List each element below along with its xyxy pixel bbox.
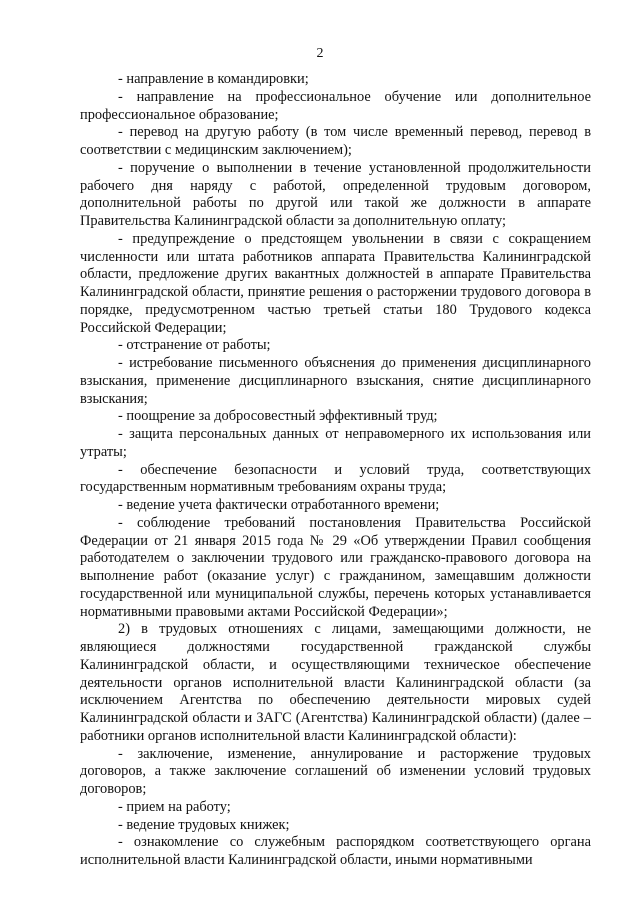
paragraph-transfer: - перевод на другую работу (в том числе временный перевод, перевод в соответствии с медицинским заключением); — [80, 124, 591, 158]
paragraph-professional-training: - направление на профессиональное обучение или дополнительное профессиональное образование; — [80, 88, 591, 123]
paragraph-additional-work: - поручение о выполнении в течение установленной продолжительности рабочего дня наряду с работой, определенной трудовым договором, дополнительной работы по другой или такой же должности в аппарате Правительства Калининградской области за дополнительную оплату; — [80, 159, 591, 229]
document-body — [80, 71, 591, 870]
paragraph-encouragement: - поощрение за добросовестный эффективный труд; — [118, 408, 438, 425]
paragraph-business-trips: - направление в командировки; — [118, 71, 309, 87]
paragraph-time-tracking: - ведение учета фактически отработанного времени; — [118, 497, 440, 513]
paragraph-section-2: 2) в трудовых отношениях с лицами, замещающими должности, не являющиеся должностями государственной гражданской службы Калининградской области, и осуществляющими техническое обеспечение деятельности органов исполнительной власти Калининградской области (за исключением Агентства по обеспечению деятельности мировых судей Калининградской области и ЗАГС (Агентства) Калининградской области) (далее – работники органов исполнительной власти Калининградской области): — [80, 621, 591, 744]
paragraph-personal-data: - защита персональных данных от неправомерного их использования или утраты; — [80, 426, 591, 460]
paragraph-hiring: - прием на работу; — [118, 798, 231, 815]
paragraph-contracts: - заключение, изменение, аннулирование и расторжение трудовых договоров, а также заключение соглашений об изменении условий трудовых договоров; — [80, 745, 591, 797]
paragraph-disciplinary: - истребование письменного объяснения до применения дисциплинарного взыскания, применение дисциплинарного взыскания, снятие дисциплинарного взыскания; — [80, 355, 591, 407]
paragraph-familiarization: - ознакомление со служебным распорядком соответствующего органа исполнительной власти Калининградской области, иными нормативными — [80, 834, 591, 868]
paragraph-labor-safety: - обеспечение безопасности и условий труда, соответствующих государственным нормативным требованиям охраны труда; — [80, 461, 591, 496]
paragraph-dismissal-warning: - предупреждение о предстоящем увольнении в связи с сокращением численности или штата работников аппарата Правительства Калининградской области, предложение других вакантных должностей в аппарате Правительства Калининградской области, принятие решения о расторжении трудового договора в порядке, предусмотренном частью третьей статьи 180 Трудового кодекса Российской Федерации; — [80, 230, 591, 336]
paragraph-work-books: - ведение трудовых книжек; — [118, 816, 290, 833]
page-number: 2 — [316, 46, 324, 61]
paragraph-suspension: - отстранение от работы; — [118, 337, 271, 354]
paragraph-government-decree: - соблюдение требований постановления Правительства Российской Федерации от 21 января 2015 года № 29 «Об утверждении Правил сообщения работодателем о заключении трудового или гражданско-правового договора на выполнение работ (оказание услуг) с гражданином, замещавшим должности государственной или муниципальной службы, перечень которых устанавливается нормативными правовыми актами Российской Федерации»; — [80, 514, 591, 620]
